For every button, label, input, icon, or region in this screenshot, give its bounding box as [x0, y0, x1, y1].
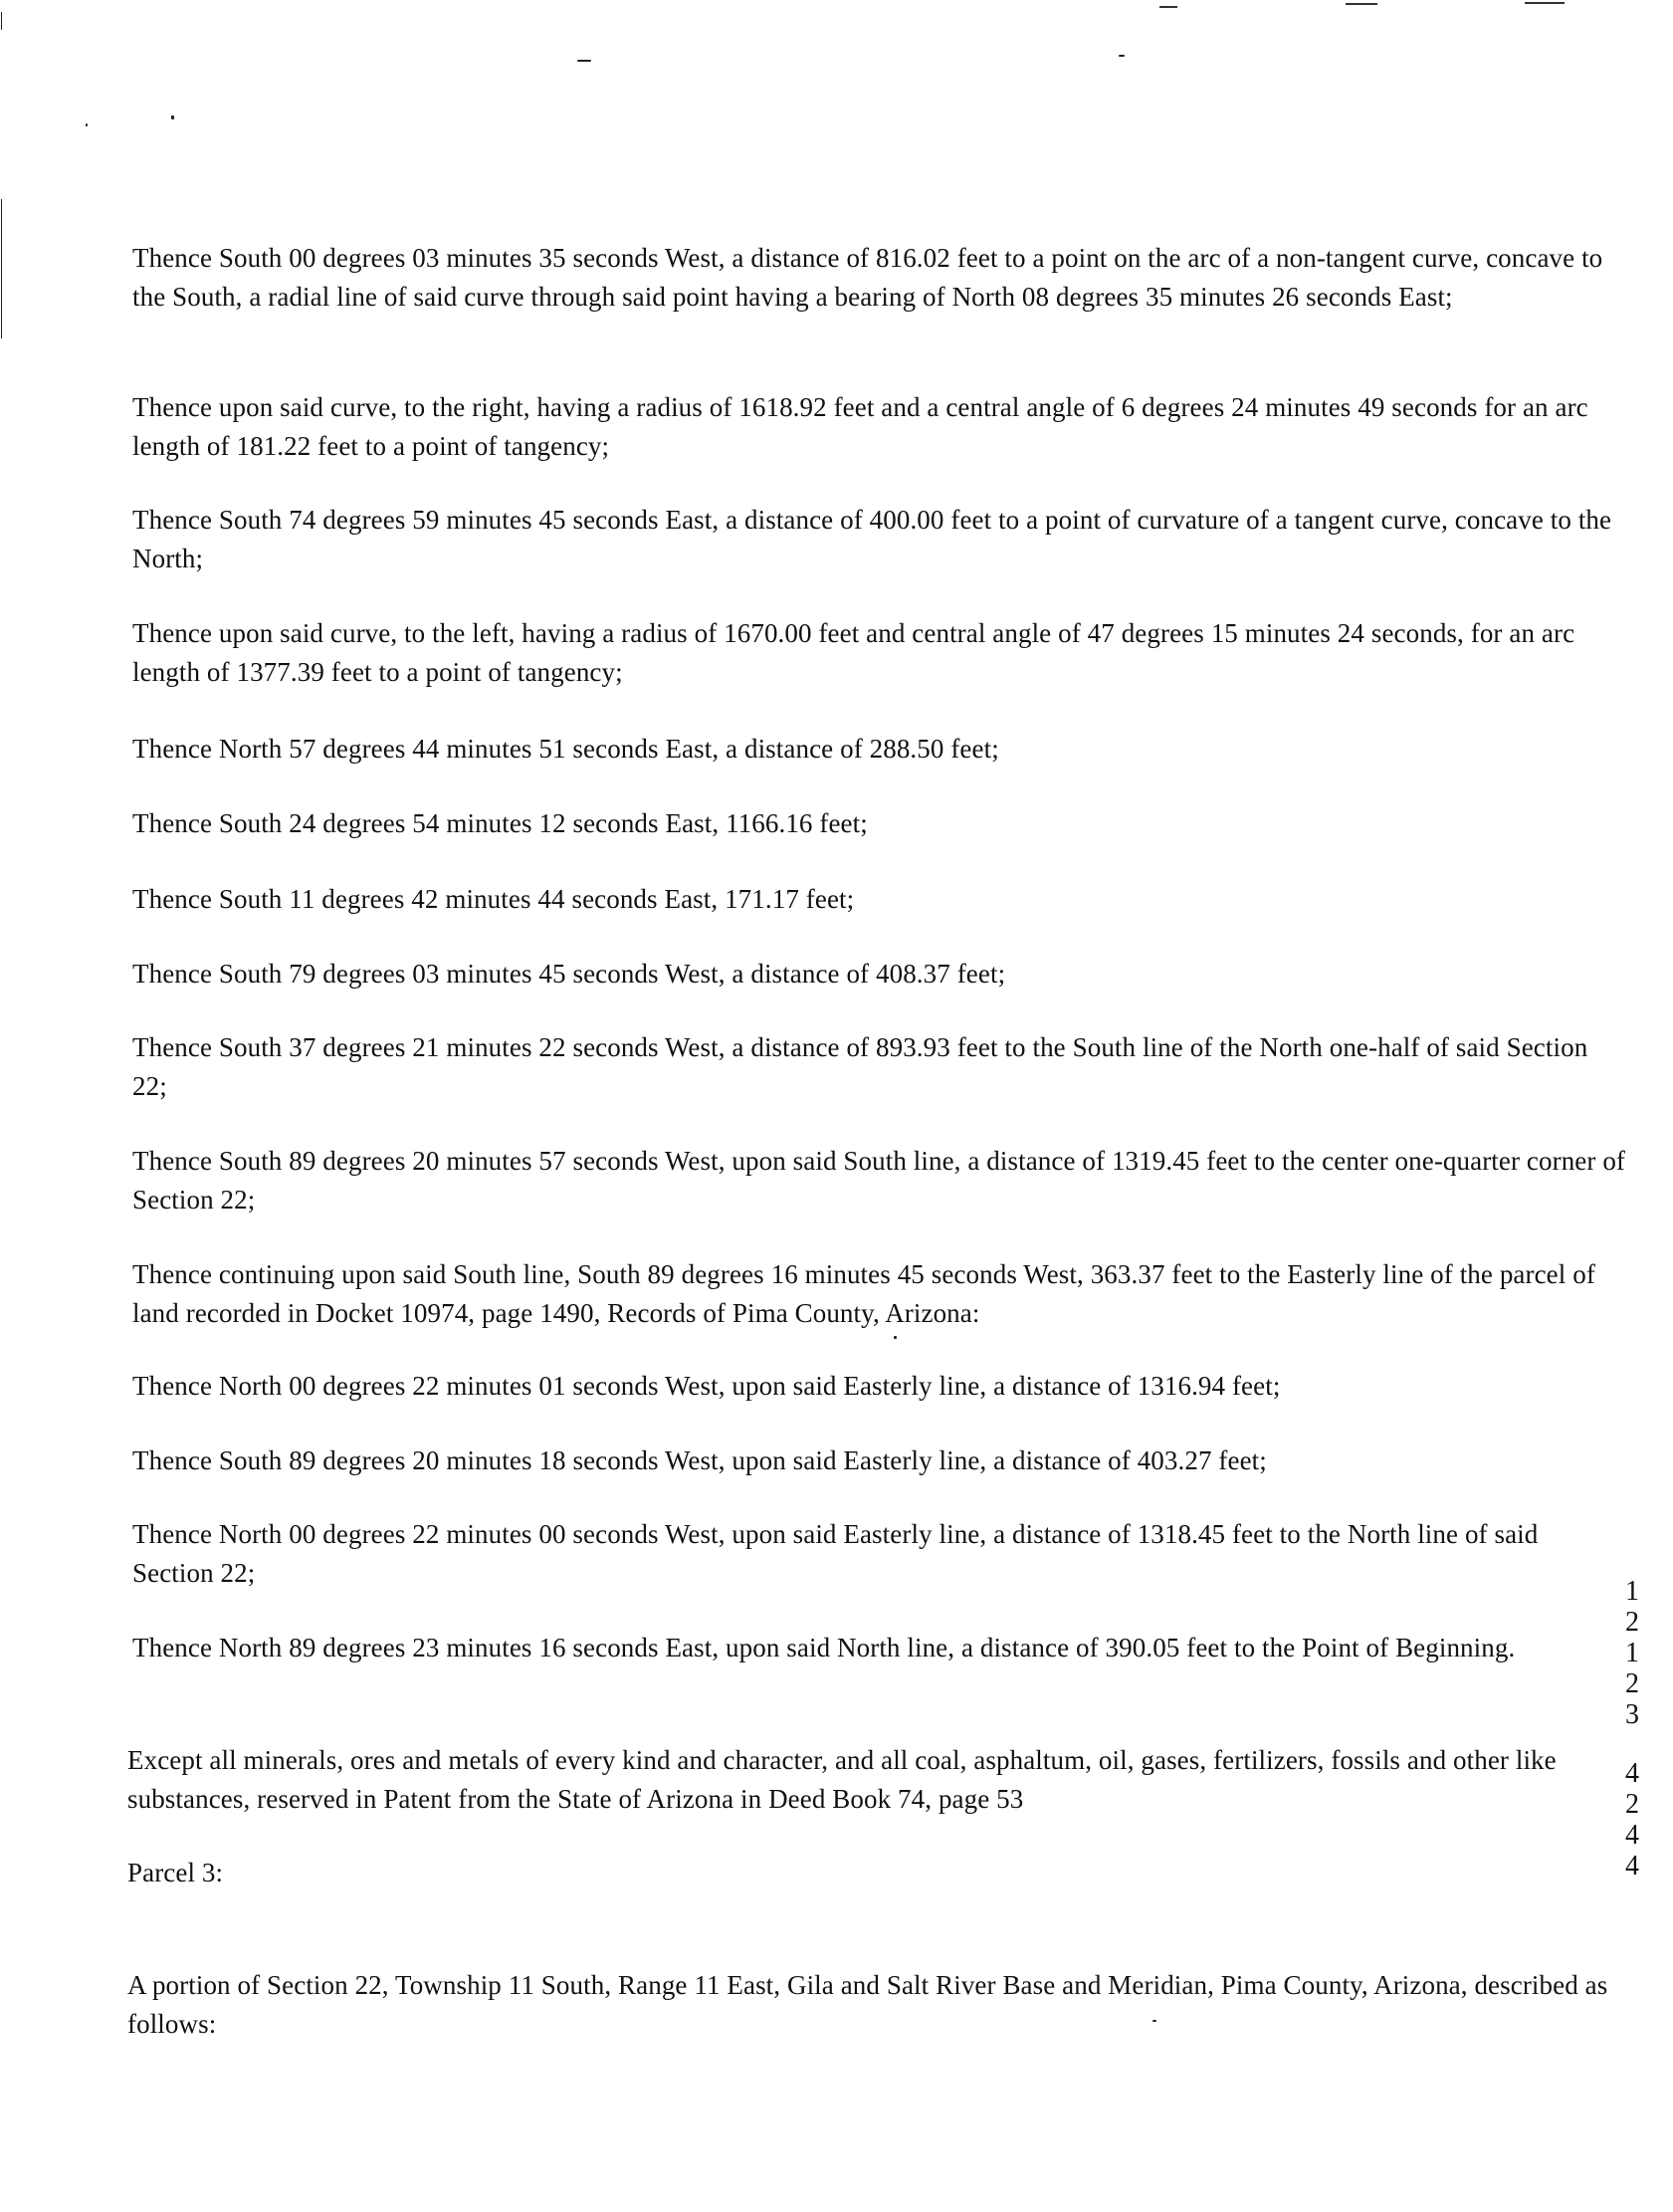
docket-stamp-digit: 2 — [1625, 1607, 1639, 1638]
docket-stamp-digit: 4 — [1625, 1820, 1639, 1851]
scan-margin-line — [1, 199, 2, 338]
scan-speck — [577, 60, 591, 62]
paragraph-course-15: Thence North 89 degrees 23 minutes 16 seconds East, upon said North line, a distance of 390.05 feet to the Point of Beginning. — [132, 1633, 1516, 1662]
docket-stamp-digit: 2 — [1625, 1668, 1639, 1699]
paragraph-course-11: Thence continuing upon said South line, South 89 degrees 16 minutes 45 seconds West, 363.37 feet to the Easterly line of the parcel of land recorded in Docket 10974, page 1490, Records of Pima County, Arizona: — [132, 1259, 1602, 1328]
paragraph-course-10: Thence South 89 degrees 20 minutes 57 seconds West, upon said South line, a distance of 1319.45 feet to the center one-quarter corner of Section 22; — [132, 1146, 1632, 1215]
docket-stamp-digit: 1 — [1625, 1638, 1639, 1668]
paragraph-course-8: Thence South 79 degrees 03 minutes 45 seconds West, a distance of 408.37 feet; — [132, 959, 1006, 989]
scan-mark — [1525, 2, 1565, 4]
paragraph-parcel-3-description: A portion of Section 22, Township 11 South, Range 11 East, Gila and Salt River Base and Meridian, Pima County, Arizona, described as follows: — [127, 1970, 1615, 2039]
paragraph-course-2: Thence upon said curve, to the right, having a radius of 1618.92 feet and a central angle of 6 degrees 24 minutes 49 seconds for an arc length of 181.22 feet to a point of tangency; — [132, 392, 1595, 461]
paragraph-course-12: Thence North 00 degrees 22 minutes 01 seconds West, upon said Easterly line, a distance of 1316.94 feet; — [132, 1371, 1281, 1401]
docket-stamp — [1620, 1577, 1644, 1882]
paragraph-course-13: Thence South 89 degrees 20 minutes 18 seconds West, upon said Easterly line, a distance of 403.27 feet; — [132, 1445, 1267, 1475]
paragraph-course-4: Thence upon said curve, to the left, having a radius of 1670.00 feet and central angle of 47 degrees 15 minutes 24 seconds, for an arc length of 1377.39 feet to a point of tangency; — [132, 618, 1582, 687]
scan-speck — [1119, 55, 1125, 57]
scan-margin-line — [1, 12, 2, 30]
docket-stamp-digit: 1 — [1625, 1576, 1639, 1607]
scan-speck — [86, 123, 88, 126]
scan-mark — [1346, 3, 1377, 5]
docket-stamp-digit: 2 — [1625, 1789, 1639, 1820]
paragraph-course-9: Thence South 37 degrees 21 minutes 22 seconds West, a distance of 893.93 feet to the South line of the North one-half of said Section 22; — [132, 1032, 1595, 1101]
paragraph-course-7: Thence South 11 degrees 42 minutes 44 seconds East, 171.17 feet; — [132, 884, 855, 914]
paragraph-course-3: Thence South 74 degrees 59 minutes 45 seconds East, a distance of 400.00 feet to a point of curvature of a tangent curve, concave to the North; — [132, 505, 1618, 573]
docket-stamp-digit: 3 — [1625, 1699, 1639, 1730]
paragraph-course-14: Thence North 00 degrees 22 minutes 00 seconds West, upon said Easterly line, a distance of 1318.45 feet to the North line of said Section 22; — [132, 1519, 1546, 1588]
paragraph-course-5: Thence North 57 degrees 44 minutes 51 seconds East, a distance of 288.50 feet; — [132, 734, 999, 764]
scan-speck — [894, 1336, 897, 1339]
paragraph-course-1: Thence South 00 degrees 03 minutes 35 seconds West, a distance of 816.02 feet to a point on the arc of a non-tangent curve, concave to the South, a radial line of said curve through said point having a bearing of North 08 degrees 35 minutes 26 seconds East; — [132, 243, 1610, 312]
heading-parcel-3: Parcel 3: — [127, 1858, 224, 1887]
docket-stamp-digit: 4 — [1625, 1758, 1639, 1789]
scan-mark — [1159, 6, 1177, 8]
docket-stamp-digit: 4 — [1625, 1851, 1639, 1881]
scan-speck — [171, 115, 174, 119]
paragraph-mineral-exception: Except all minerals, ores and metals of every kind and character, and all coal, asphaltum, oil, gases, fertilizers, fossils and other like substances, reserved in Patent from the State of Arizona in Deed Book 74, page 53 — [127, 1745, 1564, 1814]
paragraph-course-6: Thence South 24 degrees 54 minutes 12 seconds East, 1166.16 feet; — [132, 808, 868, 838]
